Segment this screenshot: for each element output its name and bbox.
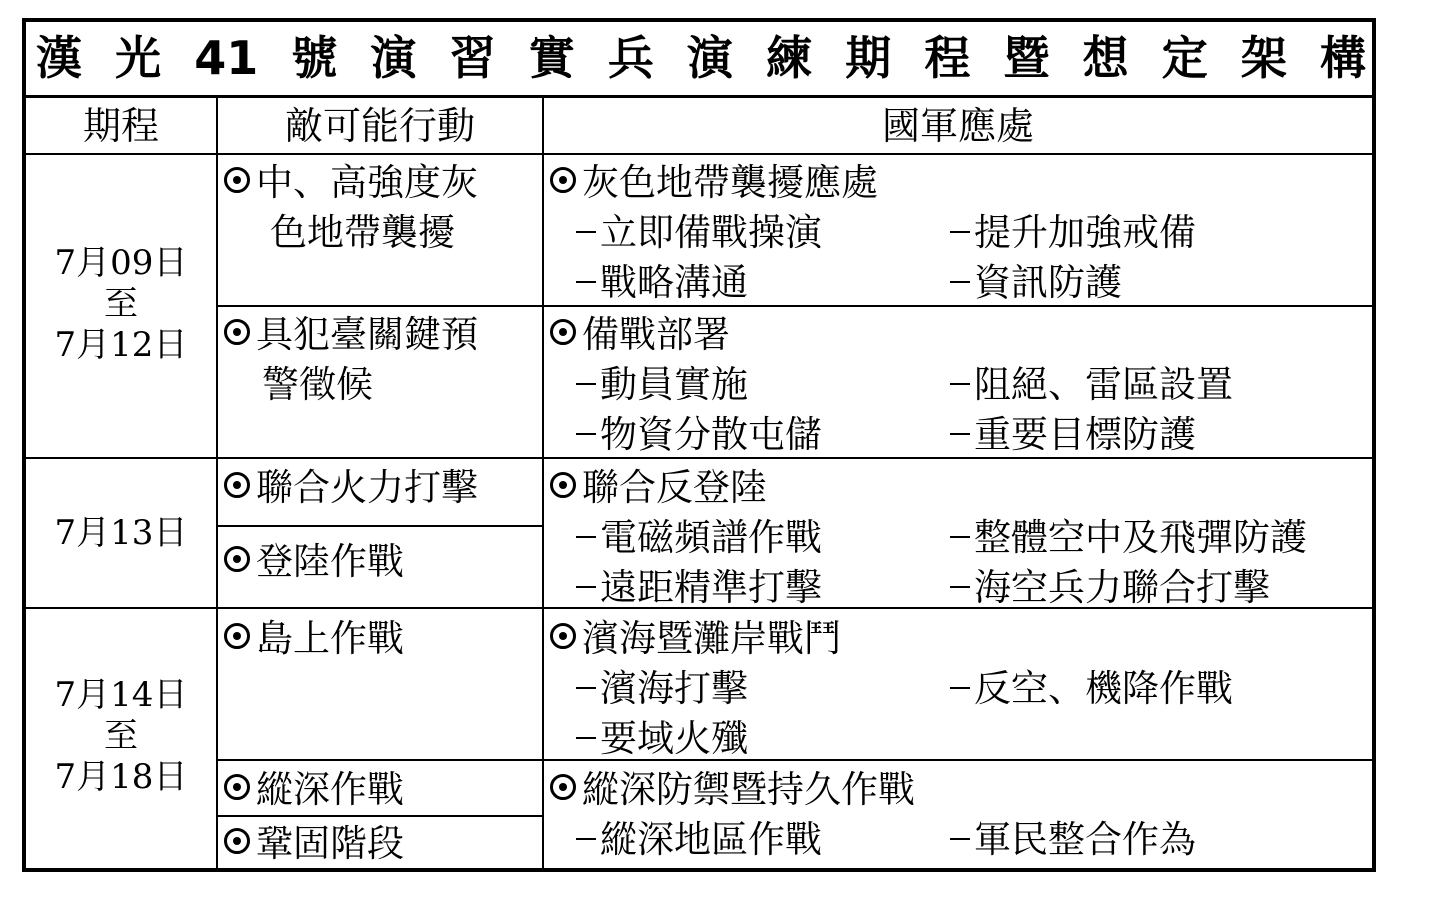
- bullet-icon: [224, 546, 250, 572]
- response-5-item: 軍民整合作為: [974, 818, 1196, 861]
- bullet-icon: [224, 319, 250, 345]
- enemy-action-6-label: 縱深作戰: [256, 768, 404, 811]
- enemy-action-7-label: 鞏固階段: [256, 822, 404, 865]
- response-4-item: 濱海打擊: [600, 667, 748, 710]
- dash-icon: [950, 281, 970, 283]
- enemy-action-2-line1: 具犯臺關鍵預: [256, 313, 478, 356]
- enemy-action-5: [224, 614, 404, 664]
- response-4-item: 反空、機降作戰: [974, 667, 1233, 710]
- response-2-item: 阻絕、雷區設置: [974, 363, 1233, 406]
- response-1-title: 灰色地帶襲擾應處: [582, 161, 878, 204]
- response-3-title: 聯合反登陸: [582, 466, 767, 509]
- enemy-action-1-line1: 中、高強度灰: [256, 161, 478, 204]
- response-2-title: 備戰部署: [582, 313, 730, 356]
- page-title: 漢光41號演習實兵演練期程暨想定架構: [26, 22, 1372, 98]
- response-1-item: 資訊防護: [974, 261, 1122, 304]
- period-2-date: 7月13日: [54, 513, 188, 553]
- dash-icon: [576, 586, 596, 588]
- enemy-action-3-label: 聯合火力打擊: [256, 466, 478, 509]
- schedule-table: [22, 18, 1376, 872]
- bullet-icon: [224, 472, 250, 498]
- dash-icon: [576, 536, 596, 538]
- period-3-to: 至: [104, 716, 138, 756]
- dash-icon: [576, 687, 596, 689]
- period-1-end: 7月12日: [54, 325, 188, 365]
- enemy-action-4-label: 登陸作戰: [256, 540, 404, 583]
- period-1: [26, 240, 216, 368]
- dash-icon: [950, 383, 970, 385]
- response-2-item: 物資分散屯儲: [600, 413, 822, 456]
- enemy-action-1-line2: 色地帶襲擾: [270, 211, 455, 254]
- response-1-item: 立即備戰操演: [600, 211, 822, 254]
- dash-icon: [576, 383, 596, 385]
- response-2: [550, 310, 1233, 460]
- response-5-title: 縱深防禦暨持久作戰: [582, 768, 915, 811]
- enemy-action-4: [224, 537, 404, 587]
- period-2: [26, 510, 216, 556]
- dash-icon: [576, 433, 596, 435]
- enemy-action-2-line2: 警徵候: [262, 363, 373, 406]
- response-2-item: 動員實施: [600, 363, 748, 406]
- bullet-icon: [224, 167, 250, 193]
- response-4: [550, 614, 1233, 764]
- bullet-icon: [224, 774, 250, 800]
- dash-icon: [950, 838, 970, 840]
- dash-icon: [950, 586, 970, 588]
- enemy-action-3: [224, 463, 478, 513]
- enemy-action-6: [224, 765, 404, 815]
- enemy-action-7: [224, 819, 404, 869]
- response-5: [550, 765, 1196, 865]
- dash-icon: [576, 737, 596, 739]
- response-2-item: 重要目標防護: [974, 413, 1196, 456]
- response-3-item: 海空兵力聯合打擊: [974, 566, 1270, 609]
- period-1-start: 7月09日: [54, 243, 188, 283]
- dash-icon: [950, 231, 970, 233]
- dash-icon: [576, 231, 596, 233]
- bullet-icon: [550, 774, 576, 800]
- response-1-item: 提升加強戒備: [974, 211, 1196, 254]
- response-3-item: 電磁頻譜作戰: [600, 516, 822, 559]
- bullet-icon: [550, 167, 576, 193]
- period-3-end: 7月18日: [54, 757, 188, 797]
- response-1-item: 戰略溝通: [600, 261, 748, 304]
- bullet-icon: [550, 623, 576, 649]
- dash-icon: [950, 687, 970, 689]
- response-3-item: 遠距精準打擊: [600, 566, 822, 609]
- dash-icon: [950, 536, 970, 538]
- period-3: [26, 672, 216, 800]
- dash-icon: [950, 433, 970, 435]
- enemy-action-5-label: 島上作戰: [256, 617, 404, 660]
- enemy-action-1: [224, 158, 478, 258]
- response-4-item: 要域火殲: [600, 717, 748, 760]
- bullet-icon: [550, 472, 576, 498]
- response-4-title: 濱海暨灘岸戰鬥: [582, 617, 841, 660]
- header-enemy: 敵可能行動: [284, 104, 475, 148]
- bullet-icon: [224, 828, 250, 854]
- response-3-item: 整體空中及飛彈防護: [974, 516, 1307, 559]
- header-response: 國軍應處: [881, 104, 1034, 148]
- response-1: [550, 158, 1196, 308]
- enemy-action-2: [224, 310, 478, 410]
- period-1-to: 至: [104, 284, 138, 324]
- response-5-item: 縱深地區作戰: [600, 818, 822, 861]
- header-period: 期程: [82, 104, 159, 148]
- column-divider-1: [216, 98, 218, 872]
- dash-icon: [576, 281, 596, 283]
- bullet-icon: [224, 623, 250, 649]
- period-3-start: 7月14日: [54, 675, 188, 715]
- bullet-icon: [550, 319, 576, 345]
- response-3: [550, 463, 1307, 613]
- dash-icon: [576, 838, 596, 840]
- row-divider-3: [216, 525, 544, 527]
- row-divider-6: [216, 815, 544, 817]
- column-divider-2: [542, 98, 544, 872]
